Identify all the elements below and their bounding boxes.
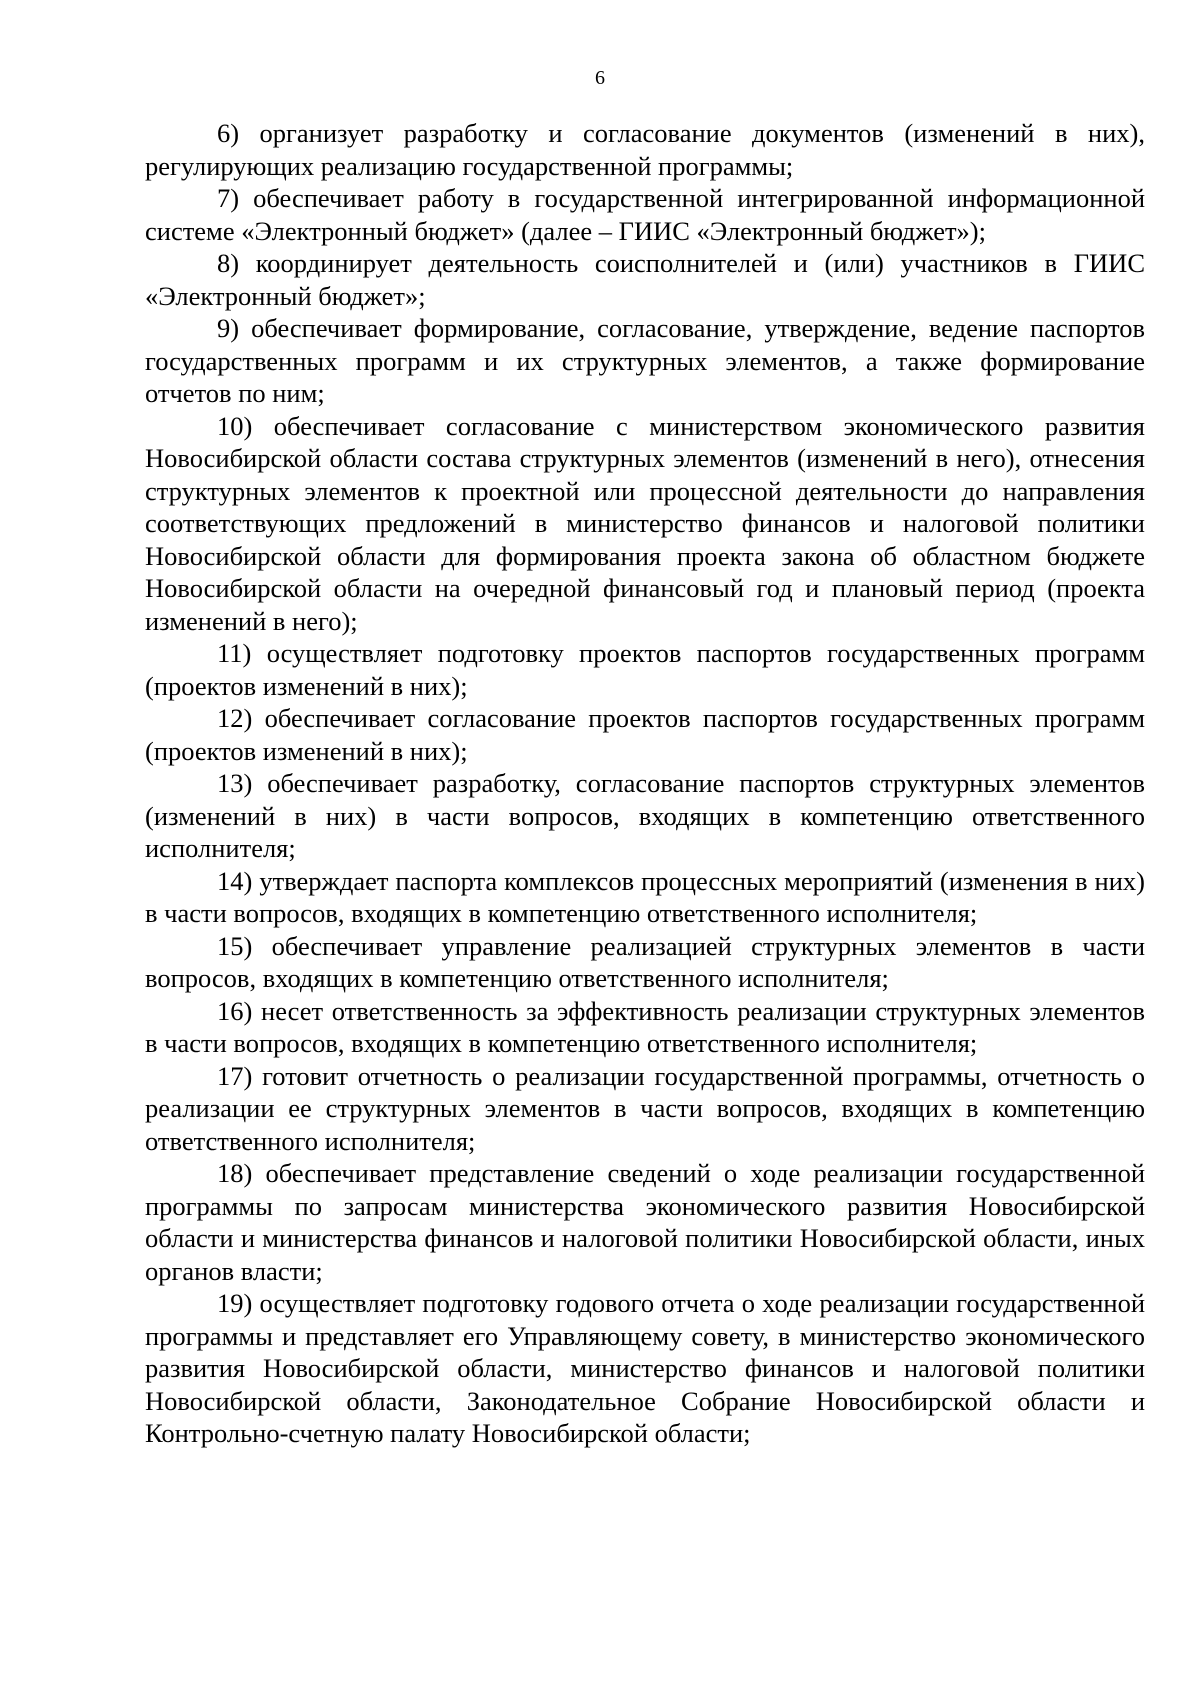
list-item-15: 15) обеспечивает управление реализацией структурных элементов в части вопросов, входящих в компетенцию ответственного исполнителя;: [145, 930, 1145, 993]
list-item-19: 19) осуществляет подготовку годового отчета о ходе реализации государственной программы и представляет его Управляющему совету, в министерство экономического развития Новосибирской области, министерство финансов и налоговой политики Новосибирской области, Законодательное Собрание Новосибирской области и Контрольно-счетную палату Новосибирской области;: [145, 1288, 1145, 1448]
list-item-9: 9) обеспечивает формирование, согласование, утверждение, ведение паспортов государственных программ и их структурных элементов, а также формирование отчетов по ним;: [145, 313, 1145, 408]
list-item-10: 10) обеспечивает согласование с министерством экономического развития Новосибирской области состава структурных элементов (изменений в него), отнесения структурных элементов к проектной или процессной деятельности до направления соответствующих предложений в министерство финансов и налоговой политики Новосибирской области для формирования проекта закона об областном бюджете Новосибирской области на очередной финансовый год и плановый период (проекта изменений в него);: [145, 410, 1145, 636]
list-item-14: 14) утверждает паспорта комплексов процессных мероприятий (изменения в них) в части вопросов, входящих в компетенцию ответственного исполнителя;: [145, 865, 1145, 928]
list-item-6: 6) организует разработку и согласование документов (изменений в них), регулирующих реализацию государственной программы;: [145, 118, 1145, 181]
list-item-13: 13) обеспечивает разработку, согласование паспортов структурных элементов (изменений в них) в части вопросов, входящих в компетенцию ответственного исполнителя;: [145, 768, 1145, 863]
list-item-17: 17) готовит отчетность о реализации государственной программы, отчетность о реализации ее структурных элементов в части вопросов, входящих в компетенцию ответственного исполнителя;: [145, 1060, 1145, 1156]
page-number: 6: [595, 67, 605, 89]
list-item-16: 16) несет ответственность за эффективность реализации структурных элементов в части вопросов, входящих в компетенцию ответственного исполнителя;: [145, 995, 1145, 1058]
list-item-8: 8) координирует деятельность соисполнителей и (или) участников в ГИИС «Электронный бюджет»;: [145, 248, 1145, 311]
list-item-18: 18) обеспечивает представление сведений о ходе реализации государственной программы по запросам министерства экономического развития Новосибирской области и министерства финансов и налоговой политики Новосибирской области, иных органов власти;: [145, 1158, 1145, 1286]
list-item-11: 11) осуществляет подготовку проектов паспортов государственных программ (проектов изменений в них);: [145, 638, 1145, 701]
list-item-12: 12) обеспечивает согласование проектов паспортов государственных программ (проектов изменений в них);: [145, 703, 1145, 766]
list-item-7: 7) обеспечивает работу в государственной интегрированной информационной системе «Электронный бюджет» (далее – ГИИС «Электронный бюджет»);: [145, 183, 1145, 246]
document-body: [145, 117, 1145, 1450]
